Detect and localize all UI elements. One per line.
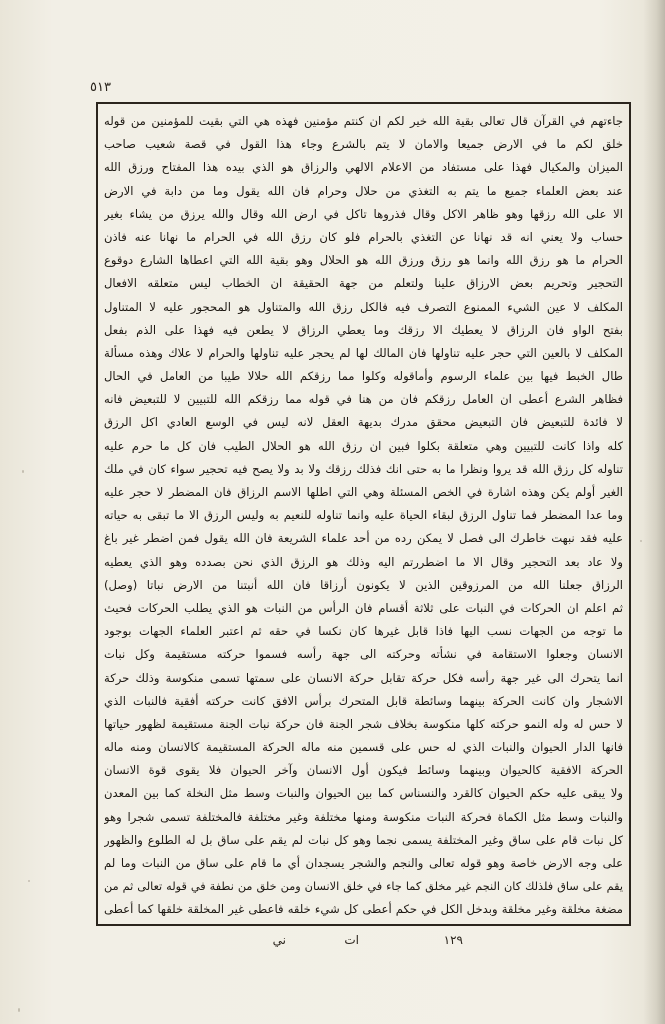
text-line: عند بعض العلماء جميع ما يتم به التغذي من حلال وحرام فان الله يقول وما من دابة في الارض (104, 183, 623, 198)
paper-speck (28, 880, 30, 882)
page-footer (96, 933, 631, 951)
text-line: يقم على ساق فلذلك كان النجم غير مخلق كما جاء في خلق الانسان ومن خلق من نطفة في قوله تعالى ثم من (104, 880, 623, 894)
main-text-body (104, 110, 623, 926)
binding-shadow (643, 0, 665, 1024)
text-line: الانسان وجعلوا الاستقامة في نشأته وحركته الى جهة رأسه فسموا حركته مستقيمة وكل نبات (104, 647, 623, 662)
text-line: بفتح الواو فان الرزاق لا يعطيك الا رزقك وما يعطي الرزاق لا يطعن فيه فهذا على الذم بفعل (104, 322, 623, 337)
text-line: على وجه الارض خاصة وهو قوله تعالى والنجم والشجر يسجدان أي ما قام على ساق من النبات وما لم (104, 856, 623, 870)
text-line: المكلف لا بالعين التي حجر عليه تناولها فان المالك لها لم يحجر عليه تناولها والحرام لا علاك وهذه مسألة (104, 345, 623, 360)
text-line: فظاهر الشرع أعطى ان العامل رزقكم فان من هنا في قوله مما رزقكم الله للتبيين لا للتبعيض فانه (104, 392, 623, 407)
page-number: ٥١٣ (90, 80, 111, 95)
paper-speck (18, 1008, 20, 1012)
text-line: التحجير وتحريم بعض الارزاق علينا ولتعلم من جهة الحقيقة ان الخطاب ليس متعلقه الافعال (104, 276, 623, 291)
text-line: وما عدا المضطر فما تناول الرزق لبقاء الحياة عليه وانما تناوله للنعيم به وليس الرزق الا ما تبقى به حياته (104, 508, 623, 523)
footer-signature-number: ١٢٩ (443, 933, 463, 947)
paper-speck (22, 470, 24, 473)
text-line: مضغة مخلقة وغير مخلقة وبدخل الكل في حكم أعطى كل شيء خلقه فاعطى غير المخلقة خلقها كما أعطى (104, 902, 623, 917)
footer-mark-middle: ات (344, 933, 359, 947)
text-line: ثم اعلم ان الحركات في النبات على ثلاثة أقسام فان الرأس من النبات هو الذي يطلب الحركات فحيث (104, 600, 623, 615)
text-line: المكلف لا عين الشيء الممنوع التصرف فيه فالكل رزق الله والمتناول هو المحجور عليه لا المتناول (104, 299, 623, 314)
text-line (104, 922, 623, 926)
text-line: عليه فقد نبهت خاطرك الى فصل لا يمكن رده من أحد علماء الشريعة فان الله يقول فمن اضطر غير باغ (104, 531, 623, 546)
text-line: الاشجار وان كانت الحركة بينهما وسائطة قابل المتحرك برأس الافق كانت حركته أفقية فالنبات الذي (104, 693, 623, 708)
text-line: لا فائدة للتبعيض فان التبعيض محقق مدرك بديهة العقل لانه ليس في الوسع العادي اكل الرزق (104, 415, 623, 430)
text-line: الحرام ما هو رزق الله وانما هو رزق ورزق الله هو الحلال وهو بقية الله التي اعطاها الشارع دوقوع (104, 253, 623, 268)
text-line: حساب ولا يعني انه قد نهانا عن التغذي بالحرام فلو كان رزق الله في الحرام ما نهانا عنه فاذن (104, 229, 623, 244)
text-line: الحركة الافقية كالحيوان وبينهما وسائط فيكون أول الانسان وآخر الحيوان فلا يقوى قوة الانسان (104, 763, 623, 778)
text-line: والنبات وسط مثل الكماة فحركة النبات منكوسة ومنها مختلفة وغير مختلفة فالمختلفة تسمى شجرا وهو (104, 809, 623, 824)
text-line: الميزان والمكيال فهذا على مستفاد من الاعلام الالهي والرزاق هو الذي بيده هذا المفتاح ورزق الله (104, 160, 623, 175)
text-line: ما توجه من الجهات نسب اليها فاذا قابل غيرها كان نكسا في حقه ثم اعتبر العلماء الجهات بوجود (104, 624, 623, 639)
text-line: ولا عاد بعد التحجير وقال الا ما اضطررتم اليه وذلك هو الرزق الذي نحن بصدده وهو الذي يعطيه (104, 554, 623, 569)
text-line: الغير أولم يكن وهذه اشارة في الخص المسئلة وهي التي اطلها الاسم الرزاق فان المضطر لا حجر عليه (104, 485, 623, 499)
text-line: الرزاق جعلنا الله من المرزوقين الذين لا يكونون أرزاقا فان الله أنبتنا من الارض نباتا (وصل) (104, 577, 623, 592)
text-line: ولا يبقى عليه حكم الحيوان كالقرد والنسناس كما بين الحيوان والنبات وسط مثل النخلة كما بين المعدن (104, 786, 623, 801)
text-frame (96, 102, 631, 926)
text-line: الا على الله رزقها وهو ظاهر الاكل وقال فذروها تاكل في ارض الله وقال والله يرزق من يشاء بغير (104, 206, 623, 221)
footer-mark-left: ني (272, 933, 286, 947)
paper-speck (640, 540, 642, 542)
text-line: كله واذا كانت للتبيين وهي متعلقة بكلوا فبين ان رزق الله هو الحلال الطيب فان كل ما حرم عليه (104, 438, 623, 453)
text-line: طال الخبط فيها بين علماء الرسوم وأماقوله وكلوا مما رزقكم الله حلالا طيبا من العامل في الحال (104, 369, 623, 384)
text-line: لا حس له وله النمو حركته كلها منكوسة بخلاف شجر الجنة فان حركة نبات الجنة مستقيمة لظهور حياتها (104, 716, 623, 731)
text-line: كل نبات قام على ساق وغير المختلفة يسمى نجما وهو كل نبات لم يقم على ساق بل له الطلوع والظهور (104, 832, 623, 847)
text-line: فانها الدار الحيوان والنبات الذي له حس على قسمين منه ماله الحركة المستقيمة كالانسان ومنه ماله (104, 740, 623, 755)
text-line: جاءتهم في القرآن قال تعالى بقية الله خير لكم ان كنتم مؤمنين فهذه هي التي بقيت للمؤمنين من قوله (104, 114, 623, 128)
text-line: تناوله كل رزق الله قد يروا ونظرا ما به حتى انك فذلك رزقك ولا بد ولا يصح فيه تحجير سواء كان في ملك (104, 461, 623, 476)
text-line: خلق لكم ما في الارض جميعا والامان لا يتم بالشرع وجاء هذا القول في قصة شعيب صاحب (104, 137, 623, 152)
text-line: انما يتحرك الى غير جهة رأسه فكل حركة تقابل حركة الانسان على سمتها تسمى منكوسة وذلك حركة (104, 670, 623, 685)
